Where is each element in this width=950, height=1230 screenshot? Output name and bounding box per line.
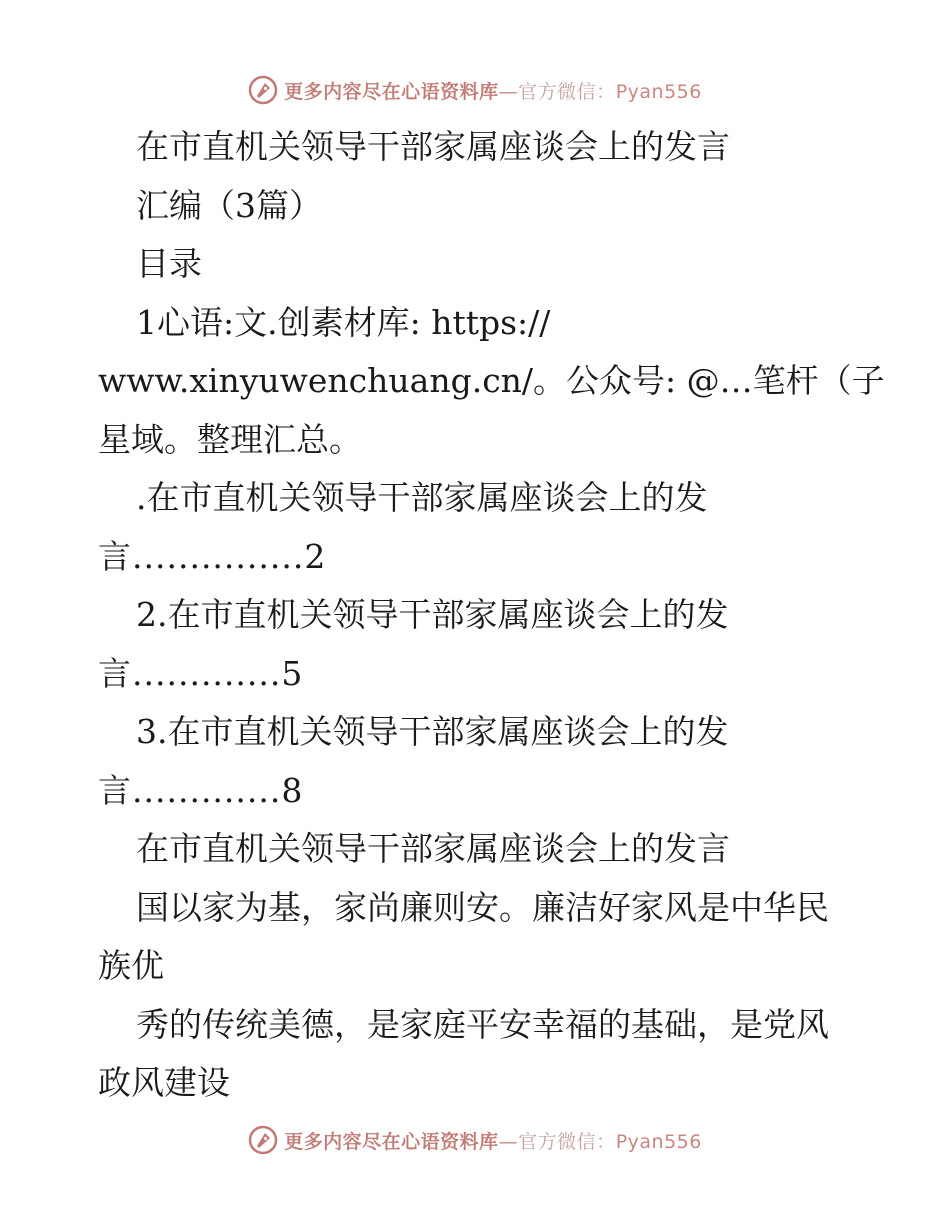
source-line-2: www.xinyuwenchuang.cn/。公众号: @…笔杆（子 xyxy=(98,361,885,400)
watermark-dash: — xyxy=(498,80,519,103)
footer-watermark xyxy=(0,1120,950,1160)
watermark-wechat-label: 官方微信： xyxy=(518,1130,616,1153)
watermark-text xyxy=(284,77,702,104)
watermark-wechat-label: 官方微信： xyxy=(518,80,616,103)
toc-item-2-page[interactable]: 言.............5 xyxy=(98,653,304,693)
watermark-main-text: 更多内容尽在心语资料库 xyxy=(284,80,499,103)
body-paragraph-1-line-1: 国以家为基，家尚廉则安。廉洁好家风是中华民 xyxy=(136,887,829,927)
source-line-1: 1心语:文.创素材库: https:// xyxy=(136,302,551,342)
section-title: 在市直机关领导干部家属座谈会上的发言 xyxy=(136,829,730,868)
body-paragraph-2-line-1: 秀的传统美德，是家庭平安幸福的基础，是党风 xyxy=(136,1004,829,1044)
watermark-dash: — xyxy=(498,1130,519,1153)
toc-item-1-title[interactable]: .在市直机关领导干部家属座谈会上的发 xyxy=(136,478,708,517)
toc-heading: 目录 xyxy=(136,244,202,283)
toc-item-1-page[interactable]: 言...............2 xyxy=(98,536,327,576)
document-title-line-2: 汇编（3篇） xyxy=(136,185,322,225)
body-paragraph-2-line-2: 政风建设 xyxy=(98,1063,230,1102)
body-paragraph-1-line-2: 族优 xyxy=(98,946,164,985)
document-body xyxy=(98,118,885,1113)
toc-item-2-title[interactable]: 2.在市直机关领导干部家属座谈会上的发 xyxy=(136,595,729,634)
watermark-main-text: 更多内容尽在心语资料库 xyxy=(284,1130,499,1153)
toc-item-3-page[interactable]: 言.............8 xyxy=(98,770,304,810)
watermark-wechat-id: Pyan556 xyxy=(615,1130,702,1153)
document-title-line-1: 在市直机关领导干部家属座谈会上的发言 xyxy=(136,127,730,166)
toc-item-3-title[interactable]: 3.在市直机关领导干部家属座谈会上的发 xyxy=(136,712,729,751)
watermark-wechat-id: Pyan556 xyxy=(615,80,702,103)
source-line-3: 星域。整理汇总。 xyxy=(98,419,362,459)
header-watermark xyxy=(0,70,950,110)
pen-nib-icon xyxy=(248,1125,278,1155)
pen-nib-icon xyxy=(248,75,278,105)
watermark-text xyxy=(284,1127,702,1154)
